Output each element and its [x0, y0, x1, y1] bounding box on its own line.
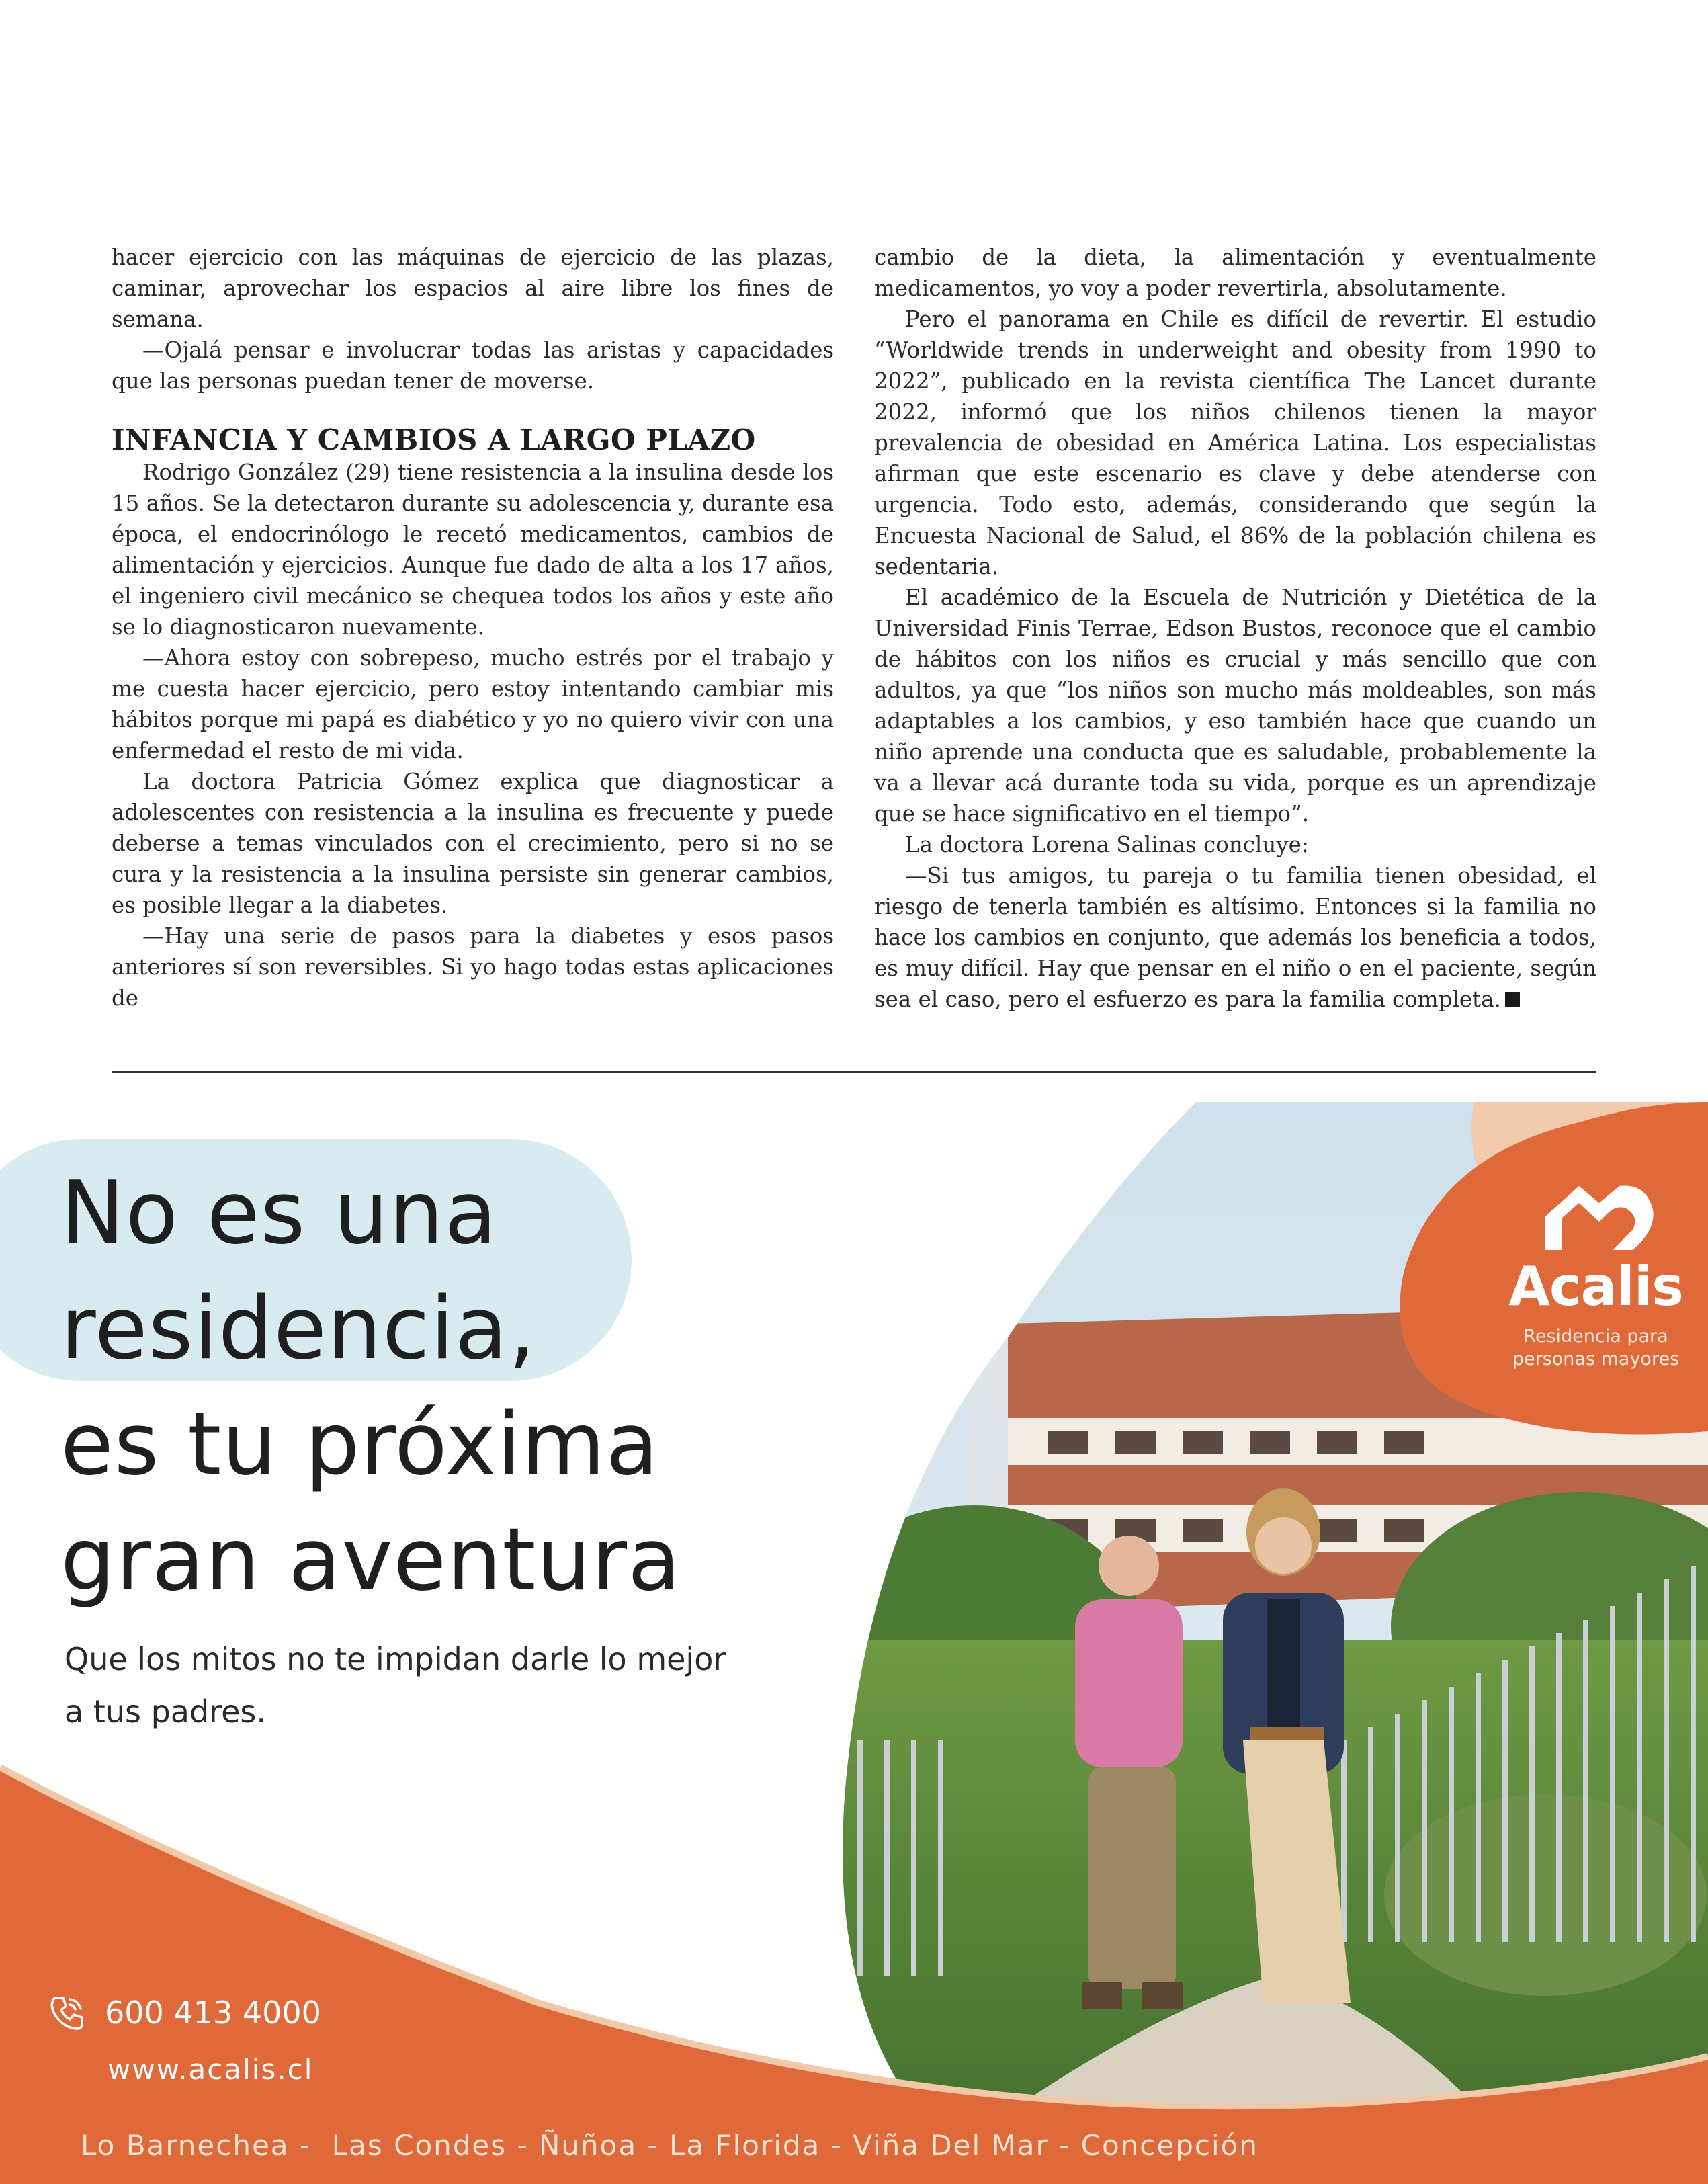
article-paragraph: La doctora Patricia Gómez explica que diagnosticar a adolescentes con resistencia a la insulina es frecuente y puede deberse a temas vinculados con el crecimiento, pero si no se cura y la resistencia a la insulina persiste sin generar cambios, es posible llegar a la diabetes. [112, 769, 834, 918]
article-paragraph: —Ahora estoy con sobrepeso, mucho estrés por el trabajo y me cuesta hacer ejercicio, pero estoy intentando cambiar mis hábitos porque mi papá es diabético y yo no quiero vivir con una enfermedad el resto de mi vida. [112, 645, 834, 763]
article [112, 242, 1596, 1015]
section-heading: INFANCIA Y CAMBIOS A LARGO PLAZO [112, 423, 756, 456]
end-of-article-icon [1505, 992, 1520, 1007]
brand-name: Acalis [1508, 1255, 1683, 1318]
article-paragraph: La doctora Lorena Salinas concluye: [905, 832, 1309, 857]
article-paragraph: El académico de la Escuela de Nutrición y Dietética de la Universidad Finis Terrae, Edson Bustos, reconoce que el cambio de hábitos con los niños es crucial y más sencillo que con adultos, ya que “los niños son mucho más moldeables, son más adaptables a los cambios, y eso también hace que cuando un niño aprende una conducta que es saludable, probablemente la va a llevar acá durante toda su vida, porque es un aprendizaje que se hace significativo en el tiempo”. [874, 585, 1596, 827]
article-paragraph: Rodrigo González (29) tiene resistencia a la insulina desde los 15 años. Se la detectaron durante su adolescencia y, durante esa época, el endocrinólogo le recetó medicamentos, cambios de alimentación y ejercicios. Aunque fue dado de alta a los 17 años, el ingeniero civil mecánico se chequea todos los años y este año se lo diagnosticaron nuevamente. [112, 460, 834, 640]
brand-tagline-line: Residencia para [1523, 1326, 1668, 1347]
subline-line: a tus padres. [65, 1693, 266, 1730]
ad-subline [65, 1633, 871, 1738]
subline-line: Que los mitos no te impidan darle lo mejor [65, 1641, 726, 1677]
locations-list: Lo Barnechea - Las Condes - Ñuñoa - La Florida - Viña Del Mar - Concepción [81, 2129, 1258, 2162]
article-paragraph: cambio de la dieta, la alimentación y eventualmente medicamentos, yo voy a poder revertirla, absolutamente. [874, 245, 1596, 301]
phone-contact[interactable] [47, 1992, 321, 2033]
brand-tagline-line: personas mayores [1512, 1349, 1680, 1370]
article-paragraph: Pero el panorama en Chile es difícil de revertir. El estudio “Worldwide trends in underweight and obesity from 1990 to 2022”, publicado en la revista científica The Lancet durante 2022, informó que los niños chilenos tienen la mayor prevalencia de obesidad en América Latina. Los especialistas afirman que este escenario es clave y debe atenderse con urgencia. Todo esto, además, considerando que según la Encuesta Nacional de Salud, el 86% de la población chilena es sedentaria. [874, 306, 1596, 579]
phone-number[interactable]: 600 413 4000 [105, 1994, 321, 2031]
article-paragraph-last [874, 860, 1596, 1015]
headline-line: residencia, [60, 1279, 536, 1379]
phone-icon [47, 1992, 87, 2033]
article-left-column [112, 242, 834, 1015]
website-link[interactable]: www.acalis.cl [108, 2053, 314, 2086]
advertisement [0, 1102, 1708, 2184]
article-paragraph: hacer ejercicio con las máquinas de ejercicio de las plazas, caminar, aprovechar los espacios al aire libre los fines de semana. [112, 245, 834, 332]
article-paragraph-text: —Si tus amigos, tu pareja o tu familia tienen obesidad, el riesgo de tenerla también es altísimo. Entonces si la familia no hace los cambios en conjunto, que además los beneficia a todos, es muy difícil. Hay que pensar en el niño o en el paciente, según sea el caso, pero el esfuerzo es para la familia completa. [874, 863, 1596, 1012]
brand-tagline [1478, 1325, 1708, 1371]
divider [112, 1071, 1596, 1073]
headline-line: gran aventura [60, 1510, 681, 1610]
headline-line: es tu próxima [60, 1394, 659, 1495]
headline-line: No es una [60, 1163, 498, 1263]
acalis-house-heart-logo-icon [1532, 1169, 1666, 1257]
article-right-column [874, 242, 1596, 1015]
article-paragraph: —Hay una serie de pasos para la diabetes y esos pasos anteriores sí son reversibles. Si yo hago todas estas aplicaciones de [112, 923, 834, 1011]
article-paragraph: —Ojalá pensar e involucrar todas las aristas y capacidades que las personas puedan tener de moverse. [112, 337, 834, 394]
ad-headline [60, 1156, 867, 1618]
